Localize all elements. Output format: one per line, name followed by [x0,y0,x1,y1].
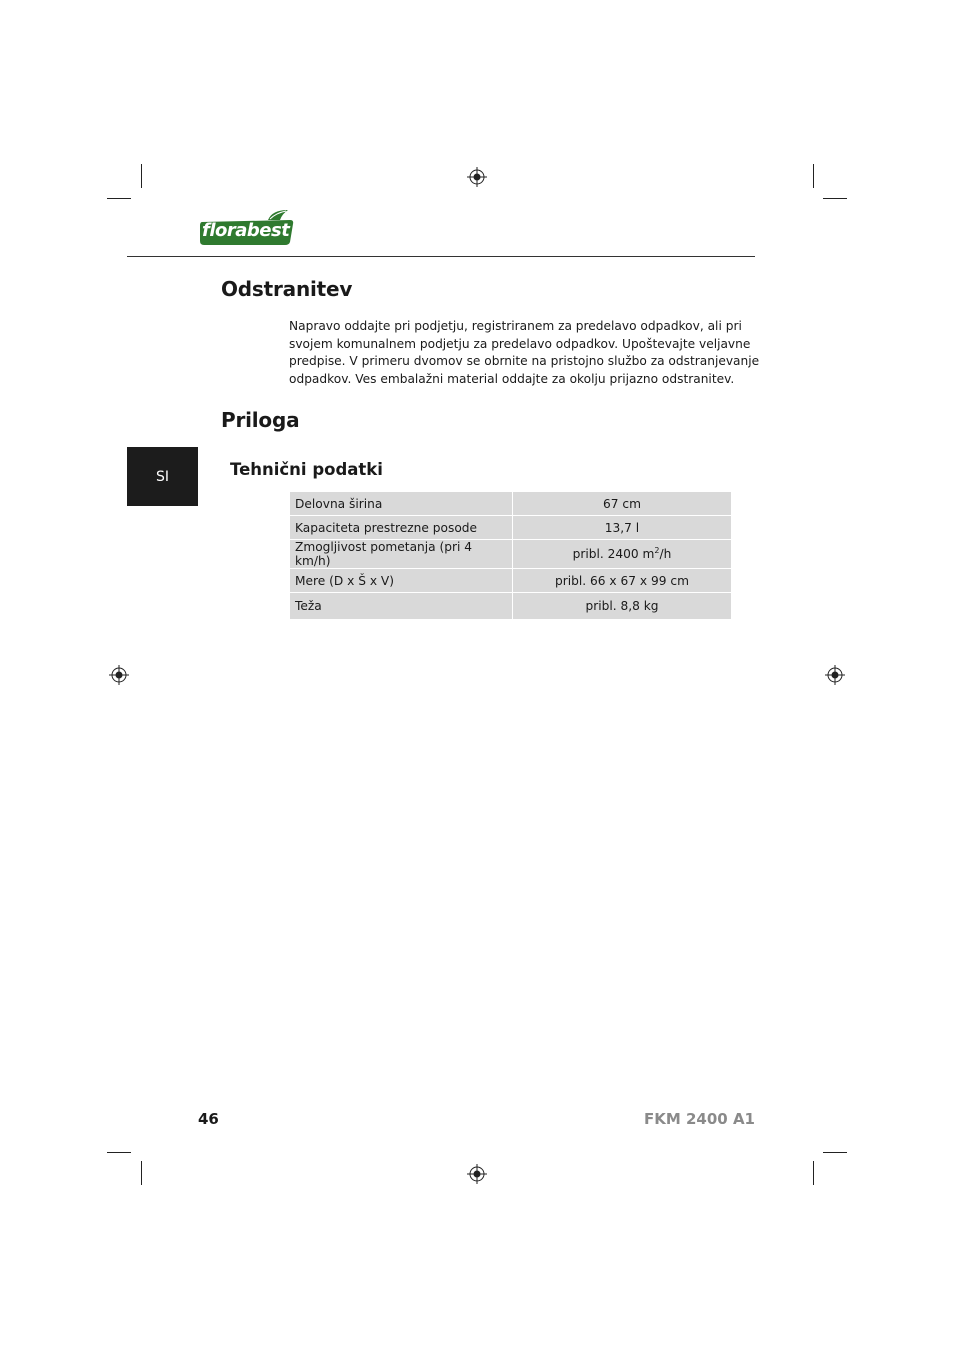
crop-mark [813,1161,814,1185]
registration-mark-icon [467,167,487,187]
table-cell-label: Kapaciteta prestrezne posode [290,516,513,540]
page-number: 46 [198,1110,219,1128]
crop-mark [141,1161,142,1185]
technical-data-table [290,492,731,620]
table-cell-label: Teža [290,593,513,620]
language-tab-label: SI [155,468,169,485]
table-row [290,540,731,569]
value-text: pribl. 2400 m [572,547,655,562]
table-cell-value: pribl. 8,8 kg [513,593,731,620]
language-tab [127,447,198,506]
paragraph-line: svojem komunalnem podjetju za predelavo odpadkov. Upoštevajte veljavne [289,336,751,351]
technical-data-heading: Tehnični podatki [230,460,383,479]
value-tail: /h [659,547,672,562]
registration-mark-icon [109,665,129,685]
table-cell-value [513,540,731,569]
crop-mark [141,164,142,188]
table-cell-label: Delovna širina [290,492,513,516]
registration-mark-icon [467,1164,487,1184]
model-number: FKM 2400 A1 [643,1110,755,1128]
table-cell-label: Zmogljivost pometanja (pri 4 km/h) [290,540,513,569]
table-row [290,569,731,593]
crop-mark [107,198,131,199]
registration-mark-icon [825,665,845,685]
header-rule [127,256,755,257]
brand-name: florabest [202,220,290,241]
crop-mark [823,198,847,199]
table-row [290,492,731,516]
crop-mark [823,1152,847,1153]
table-cell-value: 67 cm [513,492,731,516]
paragraph-line: odpadkov. Ves embalažni material oddajte za okolju prijazno odstranitev. [289,371,735,386]
table-cell-value: 13,7 l [513,516,731,540]
table-cell-label: Mere (D x Š x V) [290,569,513,593]
table-row [290,516,731,540]
paragraph-line: Napravo oddajte pri podjetju, registriranem za predelavo odpadkov, ali pri [289,319,742,333]
disposal-paragraph [289,318,760,388]
table-row [290,593,731,620]
crop-mark [107,1152,131,1153]
disposal-heading: Odstranitev [221,277,353,301]
crop-mark [813,164,814,188]
appendix-heading: Priloga [221,408,300,432]
value-superscript: 2 [654,546,660,556]
paragraph-line: predpise. V primeru dvomov se obrnite na pristojno službo za odstranjevanje [289,354,760,369]
table-cell-value: pribl. 66 x 67 x 99 cm [513,569,731,593]
